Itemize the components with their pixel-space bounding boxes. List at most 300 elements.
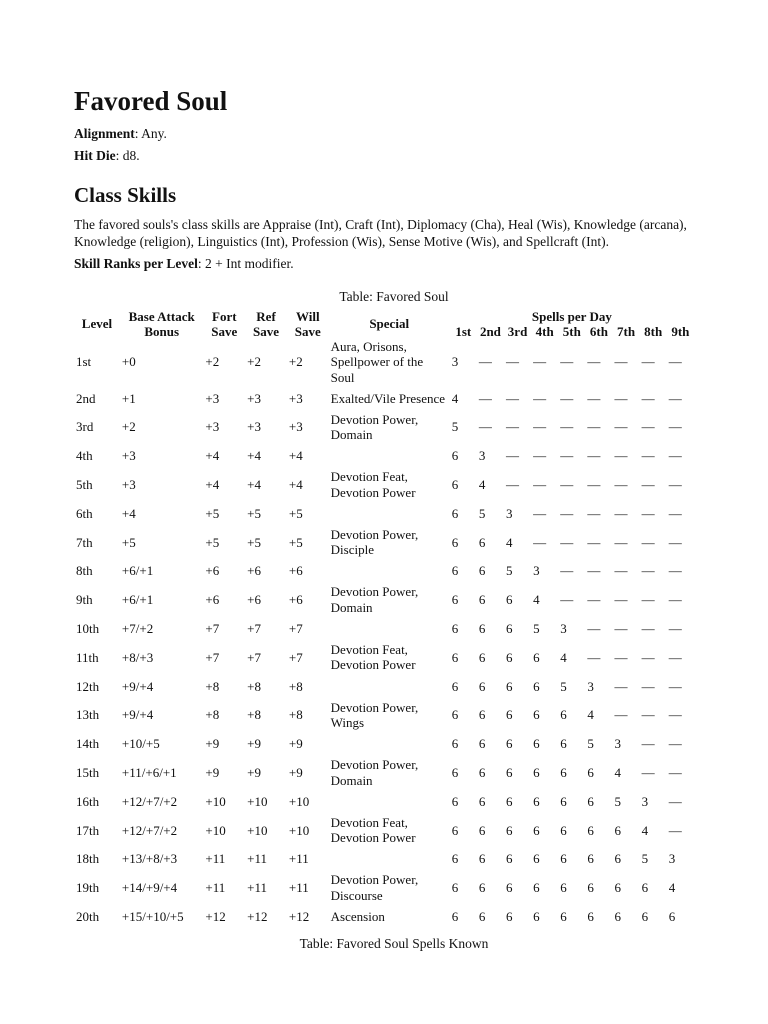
fort-cell: +8: [205, 678, 220, 694]
spells-per-day-cell: 6: [533, 736, 540, 752]
spells-per-day-cell: 6: [505, 822, 513, 838]
will-cell: +3: [288, 419, 303, 435]
spells-per-day-cell: 5: [587, 736, 594, 752]
level-cell: 2nd: [76, 390, 96, 406]
spells-per-day-cell: —: [641, 390, 655, 406]
spells-per-day-cell: —: [614, 534, 628, 550]
will-cell: +7: [288, 649, 303, 665]
bab-cell: +12/+7/+2: [121, 793, 178, 809]
fort-cell: +5: [205, 505, 220, 521]
spells-per-day-cell: 3: [533, 563, 540, 579]
spells-per-day-cell: 6: [478, 534, 486, 550]
skill-ranks-value: : 2 + Int modifier.: [197, 256, 294, 271]
level-cell: 18th: [76, 851, 100, 867]
will-cell: +2: [288, 354, 303, 369]
special-cell: Devotion Power, Domain: [330, 757, 419, 788]
spells-per-day-cell: —: [560, 592, 574, 608]
spells-per-day-cell: 4: [505, 534, 513, 550]
spells-per-day-cell: —: [641, 620, 655, 636]
spells-per-day-cell: 3: [587, 678, 594, 694]
ref-cell: +4: [247, 476, 262, 492]
bab-cell: +1: [121, 390, 136, 406]
spells-per-day-cell: —: [478, 390, 492, 406]
ref-cell: +5: [247, 534, 262, 550]
header-special: Special: [369, 316, 410, 331]
spells-per-day-cell: 6: [478, 563, 486, 579]
spells-per-day-cell: 6: [587, 822, 594, 838]
spells-per-day-cell: —: [560, 563, 574, 579]
spells-per-day-cell: —: [668, 505, 682, 521]
bab-cell: +12/+7/+2: [121, 822, 178, 838]
spells-per-day-cell: 6: [478, 620, 486, 636]
spells-per-day-cell: 6: [505, 764, 513, 780]
spells-per-day-cell: —: [587, 476, 601, 492]
spells-per-day-cell: —: [533, 448, 547, 464]
header-spell-level: 1st: [455, 323, 472, 339]
table-caption: Table: Favored Soul: [339, 288, 449, 304]
level-cell: 7th: [76, 534, 93, 550]
bab-cell: +11/+6/+1: [121, 764, 177, 780]
table-row: [74, 469, 694, 500]
spells-per-day-cell: 6: [451, 793, 459, 809]
spells-per-day-cell: 6: [478, 649, 486, 665]
ref-cell: +7: [247, 649, 262, 665]
spells-per-day-cell: 6: [533, 822, 540, 838]
spells-per-day-cell: 6: [614, 908, 621, 924]
spells-per-day-cell: —: [641, 563, 655, 579]
level-cell: 15th: [76, 764, 100, 780]
spells-per-day-cell: —: [533, 476, 547, 492]
level-cell: 17th: [76, 822, 100, 838]
special-cell: Aura, Orisons, Spellpower of the Soul: [330, 338, 424, 385]
header-spell-level: 8th: [644, 323, 663, 339]
spells-per-day-cell: —: [587, 534, 601, 550]
spells-per-day-cell: 6: [587, 793, 594, 809]
bab-cell: +6/+1: [121, 563, 154, 579]
spells-per-day-cell: 4: [478, 476, 486, 492]
spells-per-day-cell: —: [614, 419, 628, 435]
bab-cell: +6/+1: [121, 592, 154, 608]
level-cell: 10th: [76, 620, 100, 636]
spells-per-day-cell: —: [505, 476, 519, 492]
spells-per-day-cell: —: [533, 390, 547, 406]
spells-per-day-cell: —: [614, 476, 628, 492]
spells-per-day-cell: —: [533, 534, 547, 550]
ref-cell: +9: [247, 764, 262, 780]
spells-per-day-cell: 6: [451, 476, 459, 492]
skill-ranks-line: [74, 256, 714, 273]
spells-per-day-cell: 6: [560, 851, 567, 867]
spells-per-day-cell: 6: [533, 678, 540, 694]
level-cell: 8th: [76, 563, 93, 579]
table-row: [74, 903, 694, 930]
spells-per-day-cell: 6: [505, 620, 513, 636]
fort-cell: +8: [205, 707, 220, 723]
ref-cell: +11: [247, 880, 268, 896]
table-row: [74, 846, 694, 873]
spells-per-day-cell: 6: [560, 707, 567, 723]
spells-per-day-cell: 6: [451, 880, 459, 896]
alignment-label: Alignment: [74, 126, 135, 141]
fort-cell: +12: [205, 908, 226, 924]
level-cell: 11th: [76, 649, 99, 665]
table-row: [74, 700, 694, 731]
class-skills-heading: Class Skills: [74, 183, 177, 207]
header-spell-level: 5th: [562, 323, 581, 339]
spells-per-day-cell: 6: [478, 592, 486, 608]
spells-per-day-cell: —: [587, 563, 601, 579]
special-cell: Exalted/Vile Presence: [330, 390, 446, 406]
spells-known-caption: Table: Favored Soul Spells Known: [299, 935, 489, 951]
spells-per-day-cell: —: [668, 793, 682, 809]
spells-per-day-cell: —: [587, 419, 601, 435]
ref-cell: +10: [247, 822, 268, 838]
will-cell: +4: [288, 448, 303, 464]
spells-per-day-cell: —: [668, 419, 682, 435]
header-spell-level: 3rd: [507, 323, 528, 339]
table-row: [74, 731, 694, 758]
spells-per-day-cell: 6: [614, 880, 621, 896]
spells-per-day-cell: —: [614, 448, 628, 464]
spells-per-day-cell: —: [614, 678, 628, 694]
spells-per-day-cell: 6: [451, 649, 459, 665]
spells-per-day-cell: —: [533, 419, 547, 435]
ref-cell: +5: [247, 505, 262, 521]
spells-per-day-cell: 6: [641, 880, 649, 896]
special-cell: [329, 846, 450, 873]
spells-per-day-cell: —: [560, 505, 574, 521]
spells-per-day-cell: —: [668, 354, 682, 369]
table-row: [74, 339, 694, 386]
fort-cell: +9: [205, 736, 220, 752]
level-cell: 16th: [76, 793, 100, 809]
table-row: [74, 757, 694, 788]
header-level: Level: [81, 316, 113, 331]
spells-per-day-cell: 6: [451, 678, 459, 694]
level-cell: 19th: [76, 880, 100, 896]
spells-per-day-cell: 6: [533, 649, 540, 665]
spells-per-day-cell: 3: [560, 620, 567, 636]
spells-per-day-cell: 6: [505, 880, 513, 896]
bab-cell: +10/+5: [121, 736, 160, 752]
header-spell-level: 7th: [617, 323, 636, 339]
fort-cell: +6: [205, 563, 220, 579]
spells-per-day-cell: 6: [451, 851, 459, 867]
spells-per-day-cell: —: [587, 592, 601, 608]
spells-per-day-cell: —: [641, 476, 655, 492]
ref-cell: +10: [247, 793, 268, 809]
spells-per-day-cell: 6: [505, 649, 513, 665]
spells-per-day-cell: 5: [478, 505, 486, 521]
spells-per-day-cell: 6: [533, 908, 540, 924]
spells-per-day-cell: —: [668, 707, 682, 723]
spells-per-day-cell: 6: [505, 707, 513, 723]
header-ref: Ref Save: [253, 308, 280, 339]
spells-per-day-cell: 6: [478, 764, 486, 780]
will-cell: +10: [288, 793, 310, 809]
bab-cell: +5: [121, 534, 136, 550]
ref-cell: +8: [247, 707, 262, 723]
spells-per-day-cell: 6: [587, 880, 594, 896]
special-cell: Devotion Power, Domain: [330, 584, 419, 615]
spells-per-day-cell: 6: [478, 736, 486, 752]
spells-per-day-cell: —: [641, 592, 655, 608]
spells-per-day-cell: —: [614, 505, 628, 521]
will-cell: +5: [288, 534, 303, 550]
table-row: [74, 673, 694, 700]
header-spell-level: 2nd: [479, 323, 501, 339]
spells-per-day-cell: —: [560, 419, 574, 435]
spells-per-day-cell: 4: [587, 707, 594, 723]
spells-per-day-cell: 3: [478, 448, 486, 464]
will-cell: +3: [288, 390, 303, 406]
special-cell: Devotion Power, Discourse: [330, 872, 419, 903]
spells-per-day-cell: —: [587, 620, 601, 636]
level-cell: 12th: [76, 678, 100, 694]
spells-per-day-cell: 6: [478, 793, 486, 809]
class-skills-text: The favored souls's class skills are Appraise (Int), Craft (Int), Diplomacy (Cha), Heal (Wis), Knowledge (arcana), Knowledge (religion), Linguistics (Int), Profession (Wis), Sense Motive (Wis), and Spellcraft (Int).: [74, 217, 687, 249]
special-cell: [329, 443, 450, 470]
will-cell: +11: [288, 880, 309, 896]
spells-per-day-cell: 6: [451, 563, 459, 579]
spells-per-day-cell: —: [560, 476, 574, 492]
table-row: [74, 788, 694, 815]
will-cell: +12: [288, 908, 310, 924]
spells-per-day-cell: —: [560, 448, 574, 464]
special-cell: [329, 500, 450, 527]
spells-per-day-cell: —: [505, 448, 519, 464]
fort-cell: +3: [205, 390, 220, 406]
skill-ranks-label: Skill Ranks per Level: [74, 256, 198, 271]
header-spells-per-day: Spells per Day: [531, 308, 612, 324]
spells-per-day-cell: 4: [560, 649, 567, 665]
fort-cell: +7: [205, 620, 220, 636]
level-cell: 6th: [76, 505, 93, 521]
spells-per-day-cell: —: [641, 649, 655, 665]
spells-per-day-cell: —: [614, 620, 628, 636]
fort-cell: +7: [205, 649, 220, 665]
spells-per-day-cell: 6: [478, 880, 486, 896]
spells-per-day-cell: —: [533, 354, 547, 369]
spells-per-day-cell: —: [641, 764, 655, 780]
header-fort: Fort Save: [211, 308, 238, 339]
spells-per-day-cell: —: [614, 390, 628, 406]
spells-per-day-cell: 6: [505, 908, 513, 924]
spells-per-day-cell: 6: [451, 592, 459, 608]
fort-cell: +11: [205, 851, 226, 867]
spells-per-day-cell: —: [668, 649, 682, 665]
fort-cell: +9: [205, 764, 220, 780]
spells-per-day-cell: —: [560, 534, 574, 550]
spells-per-day-cell: —: [614, 354, 628, 369]
fort-cell: +2: [205, 354, 220, 369]
table-row: [74, 872, 694, 903]
spells-per-day-cell: 5: [614, 793, 621, 809]
spells-per-day-cell: 4: [668, 880, 676, 896]
spells-per-day-cell: 6: [478, 851, 486, 867]
spells-per-day-cell: —: [668, 563, 682, 579]
spells-per-day-cell: 3: [641, 793, 649, 809]
bab-cell: +2: [121, 419, 136, 435]
spells-per-day-cell: 6: [451, 620, 459, 636]
spells-per-day-cell: —: [668, 620, 682, 636]
document-page: [74, 84, 714, 952]
spells-per-day-cell: —: [614, 649, 628, 665]
fort-cell: +4: [205, 448, 220, 464]
spells-per-day-cell: 6: [533, 793, 540, 809]
table-row: [74, 558, 694, 585]
bab-cell: +7/+2: [121, 620, 154, 636]
bab-cell: +15/+10/+5: [121, 908, 184, 924]
spells-per-day-cell: —: [587, 448, 601, 464]
ref-cell: +3: [247, 390, 262, 406]
spells-per-day-cell: 6: [560, 764, 567, 780]
level-cell: 14th: [76, 736, 100, 752]
level-cell: 5th: [76, 476, 93, 492]
page-title: Favored Soul: [74, 86, 228, 116]
spells-per-day-cell: 6: [641, 908, 649, 924]
header-spell-level: 6th: [589, 323, 608, 339]
spells-per-day-cell: 5: [641, 851, 649, 867]
spells-per-day-cell: 6: [478, 678, 486, 694]
special-cell: [329, 615, 450, 642]
ref-cell: +7: [247, 620, 262, 636]
bab-cell: +3: [121, 476, 136, 492]
spells-per-day-cell: 5: [560, 678, 567, 694]
bab-cell: +0: [121, 354, 136, 369]
special-cell: [329, 673, 450, 700]
table-row: [74, 615, 694, 642]
special-cell: [329, 731, 450, 758]
spells-per-day-cell: —: [668, 390, 682, 406]
spells-per-day-cell: 6: [587, 851, 594, 867]
spells-per-day-cell: —: [668, 592, 682, 608]
spells-per-day-cell: 6: [451, 505, 459, 521]
header-spell-level: 4th: [535, 323, 554, 339]
level-cell: 9th: [76, 592, 93, 608]
spells-per-day-cell: —: [641, 505, 655, 521]
favored-soul-table: [74, 309, 694, 930]
header-spell-level: 9th: [671, 323, 690, 339]
spells-per-day-cell: 6: [533, 764, 540, 780]
spells-per-day-cell: 6: [560, 736, 567, 752]
spells-per-day-cell: 6: [478, 908, 486, 924]
hit-die-value: : d8.: [115, 147, 140, 163]
bab-cell: +9/+4: [121, 678, 154, 694]
table-row: [74, 584, 694, 615]
ref-cell: +3: [247, 419, 262, 435]
spells-per-day-cell: —: [587, 354, 601, 369]
will-cell: +11: [288, 851, 309, 867]
spells-per-day-cell: —: [668, 476, 682, 492]
fort-cell: +3: [205, 419, 220, 435]
spells-per-day-cell: —: [641, 448, 655, 464]
special-cell: Devotion Feat, Devotion Power: [330, 814, 416, 846]
spells-per-day-cell: 5: [505, 563, 513, 579]
ref-cell: +6: [247, 563, 262, 579]
fort-cell: +11: [205, 880, 226, 896]
level-cell: 4th: [76, 448, 93, 464]
spells-per-day-cell: —: [668, 678, 682, 694]
spells-per-day-cell: 6: [560, 793, 567, 809]
spells-per-day-cell: —: [668, 736, 682, 752]
spells-per-day-cell: 3: [668, 851, 676, 867]
spells-per-day-cell: 5: [451, 419, 459, 435]
table-row: [74, 500, 694, 527]
bab-cell: +9/+4: [121, 707, 154, 723]
spells-per-day-cell: 6: [478, 707, 486, 723]
spells-per-day-cell: —: [668, 822, 682, 838]
spells-per-day-cell: —: [560, 354, 574, 369]
spells-per-day-cell: 3: [614, 736, 621, 752]
spells-per-day-cell: —: [614, 707, 628, 723]
ref-cell: +9: [247, 736, 262, 752]
spells-per-day-cell: 4: [451, 390, 459, 406]
spells-per-day-cell: 6: [587, 908, 594, 924]
table-row: [74, 642, 694, 673]
spells-per-day-cell: 6: [587, 764, 594, 780]
spells-per-day-cell: —: [505, 354, 519, 369]
spells-per-day-cell: —: [641, 707, 655, 723]
will-cell: +8: [288, 707, 303, 723]
table-header-row: [74, 309, 694, 324]
alignment-value: : Any.: [134, 126, 167, 141]
spells-per-day-cell: —: [668, 448, 682, 464]
spells-per-day-cell: 4: [614, 764, 621, 780]
spells-per-day-cell: 6: [560, 880, 567, 896]
special-cell: [329, 558, 450, 585]
header-bab: Base Attack Bonus: [128, 308, 195, 339]
level-cell: 1st: [76, 354, 92, 369]
spells-per-day-cell: 6: [505, 851, 513, 867]
spells-per-day-cell: 6: [451, 764, 459, 780]
spells-per-day-cell: —: [533, 505, 547, 521]
spells-per-day-cell: —: [614, 592, 628, 608]
spells-per-day-cell: 3: [451, 354, 459, 369]
fort-cell: +10: [205, 793, 226, 809]
spells-per-day-cell: 4: [533, 592, 540, 608]
level-cell: 20th: [76, 908, 100, 924]
special-cell: Devotion Feat, Devotion Power: [330, 641, 416, 673]
fort-cell: +10: [205, 822, 226, 838]
table-row: [74, 385, 694, 412]
ref-cell: +4: [247, 448, 262, 464]
will-cell: +5: [288, 505, 303, 521]
will-cell: +4: [288, 476, 303, 492]
special-cell: Ascension: [330, 908, 385, 924]
bab-cell: +4: [121, 505, 136, 521]
spells-per-day-cell: 6: [505, 592, 513, 608]
spells-per-day-cell: —: [641, 419, 655, 435]
spells-per-day-cell: —: [668, 534, 682, 550]
spells-per-day-cell: 6: [505, 736, 513, 752]
ref-cell: +6: [247, 592, 262, 608]
special-cell: [329, 788, 450, 815]
header-will: Will Save: [294, 308, 321, 339]
will-cell: +6: [288, 592, 303, 608]
fort-cell: +5: [205, 534, 220, 550]
hit-die-label: Hit Die: [74, 147, 116, 163]
spells-per-day-cell: —: [641, 678, 655, 694]
bab-cell: +3: [121, 448, 136, 464]
spells-per-day-cell: —: [560, 390, 574, 406]
bab-cell: +14/+9/+4: [121, 880, 178, 896]
spells-per-day-cell: 6: [451, 736, 459, 752]
spells-per-day-cell: —: [505, 419, 519, 435]
spells-per-day-cell: 6: [505, 678, 513, 694]
spells-per-day-cell: —: [587, 649, 601, 665]
table-row: [74, 815, 694, 846]
